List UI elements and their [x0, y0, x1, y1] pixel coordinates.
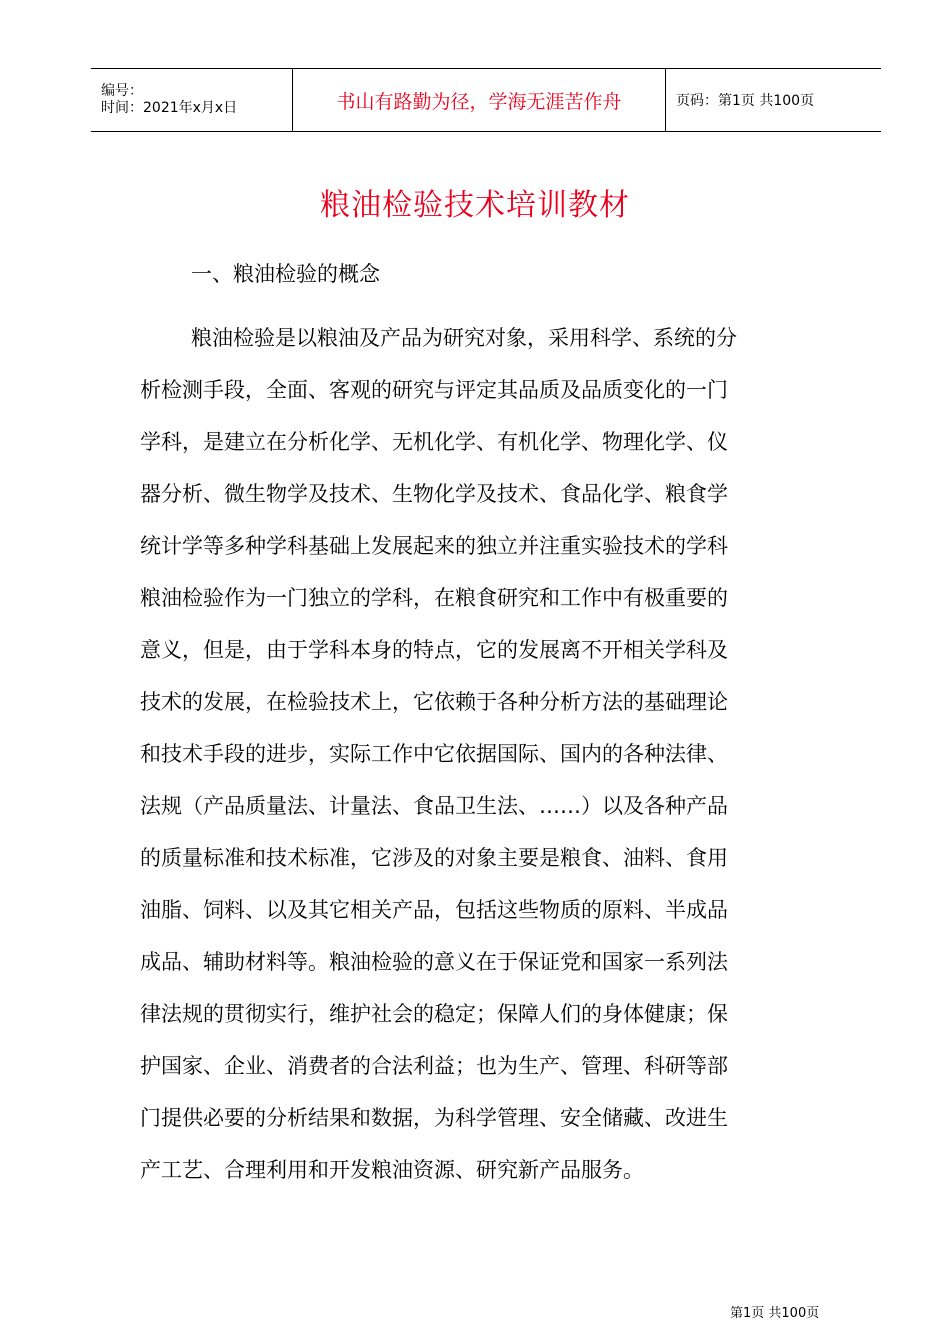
document-number-label: 编号： [101, 83, 143, 99]
paragraph-line: 护国家、企业、消费者的合法利益；也为生产、管理、科研等部 [140, 1054, 728, 1078]
page-footer: 第1页 共100页 [730, 1306, 820, 1321]
paragraph-line: 法规（产品质量法、计量法、食品卫生法、……）以及各种产品 [140, 794, 728, 818]
paragraph-line: 产工艺、合理利用和开发粮油资源、研究新产品服务。 [140, 1158, 644, 1182]
paragraph-line: 门提供必要的分析结果和数据，为科学管理、安全储藏、改进生 [140, 1106, 728, 1130]
paragraph-line: 律法规的贯彻实行，维护社会的稳定；保障人们的身体健康；保 [140, 1002, 728, 1026]
header-page-info: 页码：第1页 共100页 [676, 93, 815, 109]
paragraph-line: 技术的发展，在检验技术上，它依赖于各种分析方法的基础理论 [140, 690, 728, 714]
paragraph-line: 意义，但是，由于学科本身的特点，它的发展离不开相关学科及 [140, 638, 728, 662]
section-heading: 一、粮油检验的概念 [191, 262, 380, 286]
paragraph-line: 析检测手段，全面、客观的研究与评定其品质及品质变化的一门 [140, 378, 728, 402]
body-paragraph [140, 312, 860, 1196]
header-meta-cell [91, 69, 293, 131]
paragraph-line: 油脂、饲料、以及其它相关产品，包括这些物质的原料、半成品 [140, 898, 728, 922]
paragraph-line: 学科，是建立在分析化学、无机化学、有机化学、物理化学、仪 [140, 430, 728, 454]
paragraph-line: 粮油检验作为一门独立的学科，在粮食研究和工作中有极重要的 [140, 586, 728, 610]
page-header [91, 68, 881, 132]
paragraph-line: 器分析、微生物学及技术、生物化学及技术、食品化学、粮食学 [140, 482, 728, 506]
paragraph-line: 的质量标准和技术标准，它涉及的对象主要是粮食、油料、食用 [140, 846, 728, 870]
paragraph-line: 粮油检验是以粮油及产品为研究对象，采用科学、系统的分 [191, 326, 737, 350]
paragraph-line: 统计学等多种学科基础上发展起来的独立并注重实验技术的学科 [140, 534, 728, 558]
paragraph-line: 成品、辅助材料等。粮油检验的意义在于保证党和国家一系列法 [140, 950, 728, 974]
document-title: 粮油检验技术培训教材 [320, 188, 630, 223]
header-motto: 书山有路勤为径，学海无涯苦作舟 [293, 69, 666, 131]
document-time-label: 时间：2021年x月x日 [101, 100, 238, 116]
paragraph-line: 和技术手段的进步，实际工作中它依据国际、国内的各种法律、 [140, 742, 728, 766]
